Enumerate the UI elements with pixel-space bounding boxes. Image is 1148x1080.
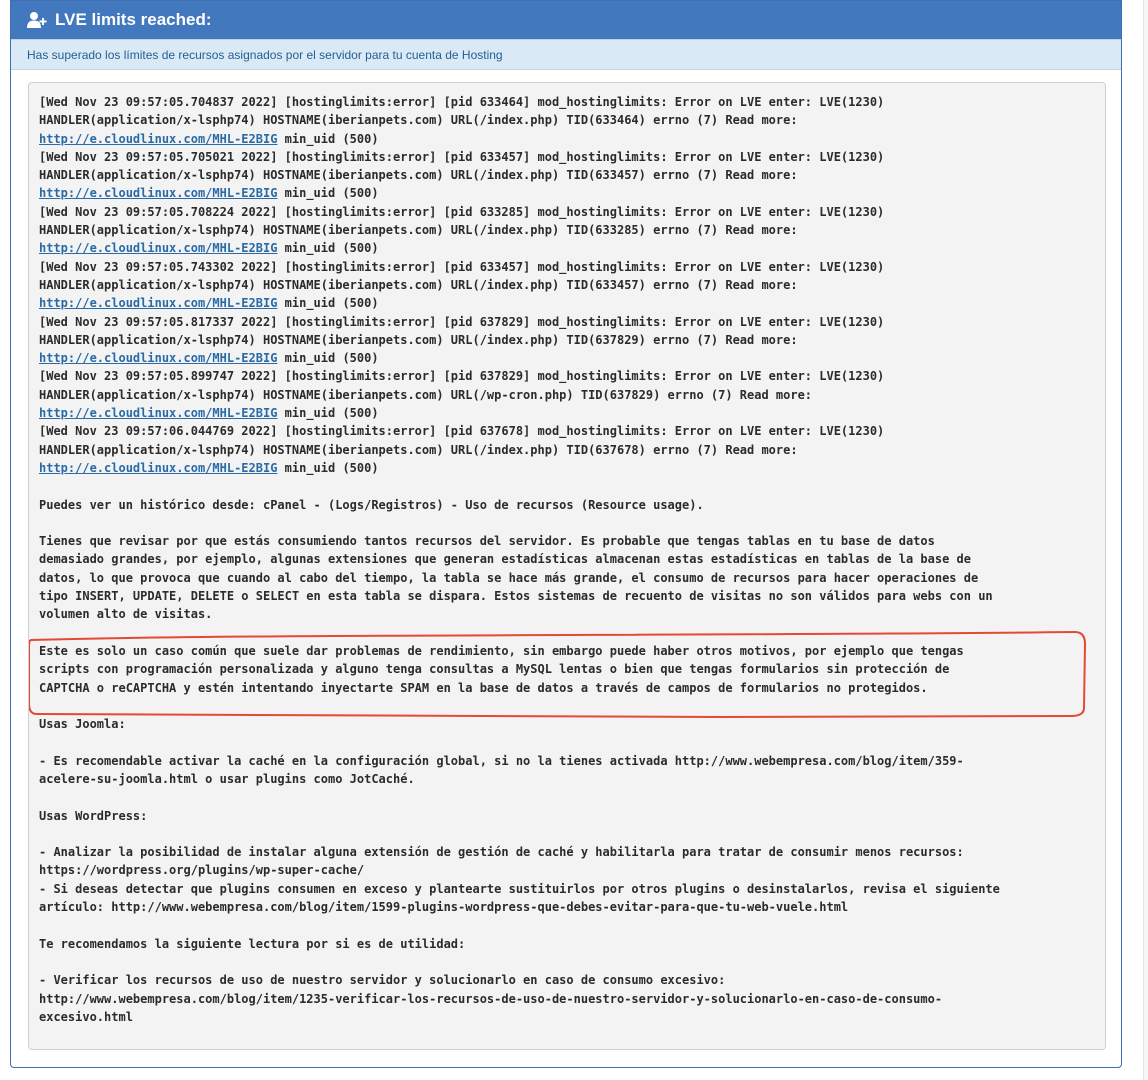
read-more-link[interactable]: http://e.cloudlinux.com/MHL-E2BIG <box>39 406 278 421</box>
common-case-text: Este es solo un caso común que suele dar problemas de rendimiento, sin embargo puede haber otros motivos, por ejemplo que tengas scripts con programación personalizada y alguno tenga consultas a MySQL lentas o bien que tengas formularios sin protección de CAPTCHA o reCAPTCHA y estén intentando inyectarte SPAM en la base de datos a través de campos de formularios no protegidos. <box>39 643 964 695</box>
joomla-heading: Usas Joomla: <box>39 717 126 732</box>
read-more-link[interactable]: http://e.cloudlinux.com/MHL-E2BIG <box>39 186 278 201</box>
log-entries <box>39 95 884 475</box>
panel-header <box>11 1 1121 39</box>
info-message <box>11 39 1121 70</box>
log-entry: [Wed Nov 23 09:57:05.899747 2022] [hostinglimits:error] [pid 637829] mod_hostinglimits: Error on LVE enter: LVE(1230) HANDLER(application/x-lsphp74) HOSTNAME(iberianpets.com) URL(/wp-cron.php) TID(637829) errno (7) Read more: http://e.cloudlinux.com/MHL-E2BIG min_uid (500) <box>39 369 885 421</box>
read-more-link[interactable]: http://e.cloudlinux.com/MHL-E2BIG <box>39 351 278 366</box>
log-entry: [Wed Nov 23 09:57:06.044769 2022] [hostinglimits:error] [pid 637678] mod_hostinglimits: Error on LVE enter: LVE(1230) HANDLER(application/x-lsphp74) HOSTNAME(iberianpets.com) URL(/index.php) TID(637678) errno (7) Read more: http://e.cloudlinux.com/MHL-E2BIG min_uid (500) <box>39 424 885 475</box>
reading-heading: Te recomendamos la siguiente lectura por si es de utilidad: <box>39 936 466 951</box>
wordpress-tip-plugins: - Si deseas detectar que plugins consumen en exceso y plantearte sustituirlos por otros plugins o desinstalarlos, revisa el siguiente artículo: http://www.webempresa.com/blog/item/1599-plugins-wordpress-que-debes-evitar-para-que-tu-web-vuele.html <box>39 881 1000 915</box>
history-note: Puedes ver un histórico desde: cPanel - (Logs/Registros) - Uso de recursos (Resource usage). <box>39 497 704 512</box>
info-text: Has superado los límites de recursos asignados por el servidor para tu cuenta de Hosting <box>27 47 503 62</box>
reading-tip: - Verificar los recursos de uso de nuestro servidor y solucionarlo en caso de consumo excesivo: http://www.webempresa.com/blog/item/1235-verificar-los-recursos-de-uso-de-nuestro-servidor-y-solucionarlo-en-caso-de-consumo- excesivo.html <box>39 973 943 1024</box>
review-paragraph: Tienes que revisar por que estás consumiendo tantos recursos del servidor. Es probable que tengas tablas en tu base de datos demasiado grandes, por ejemplo, algunas extensiones que generan estadísticas almacenan estas estadísticas en tablas de la base de datos, lo que provoca que cuando al cabo del tiempo, la tabla se hace más grande, el consumo de recursos para hacer operaciones de tipo INSERT, UPDATE, DELETE o SELECT en esta tabla se dispara. Estos sistemas de recuento de visitas no son válidos para webs con un volumen alto de visitas. <box>39 534 993 622</box>
panel-title: LVE limits reached: <box>55 10 212 29</box>
wordpress-tip-cache: - Analizar la posibilidad de instalar alguna extensión de gestión de caché y habilitarla para tratar de consumir menos recursos: https://wordpress.org/plugins/wp-super-cache/ <box>39 845 964 878</box>
log-text <box>39 93 1095 1026</box>
log-output-box <box>28 82 1106 1050</box>
read-more-link[interactable]: http://e.cloudlinux.com/MHL-E2BIG <box>39 296 278 311</box>
highlighted-paragraph <box>39 642 1095 697</box>
read-more-link[interactable]: http://e.cloudlinux.com/MHL-E2BIG <box>39 460 278 475</box>
read-more-link[interactable]: http://e.cloudlinux.com/MHL-E2BIG <box>39 131 278 146</box>
lve-limits-panel <box>10 0 1122 1068</box>
log-entry: [Wed Nov 23 09:57:05.705021 2022] [hostinglimits:error] [pid 633457] mod_hostinglimits: Error on LVE enter: LVE(1230) HANDLER(application/x-lsphp74) HOSTNAME(iberianpets.com) URL(/index.php) TID(633457) errno (7) Read more: http://e.cloudlinux.com/MHL-E2BIG min_uid (500) <box>39 149 885 201</box>
read-more-link[interactable]: http://e.cloudlinux.com/MHL-E2BIG <box>39 241 278 256</box>
user-plus-icon <box>27 11 47 29</box>
log-entry: [Wed Nov 23 09:57:05.708224 2022] [hostinglimits:error] [pid 633285] mod_hostinglimits: Error on LVE enter: LVE(1230) HANDLER(application/x-lsphp74) HOSTNAME(iberianpets.com) URL(/index.php) TID(633285) errno (7) Read more: http://e.cloudlinux.com/MHL-E2BIG min_uid (500) <box>39 204 885 256</box>
log-entry: [Wed Nov 23 09:57:05.704837 2022] [hostinglimits:error] [pid 633464] mod_hostinglimits: Error on LVE enter: LVE(1230) HANDLER(application/x-lsphp74) HOSTNAME(iberianpets.com) URL(/index.php) TID(633464) errno (7) Read more: http://e.cloudlinux.com/MHL-E2BIG min_uid (500) <box>39 95 885 146</box>
log-entry: [Wed Nov 23 09:57:05.817337 2022] [hostinglimits:error] [pid 637829] mod_hostinglimits: Error on LVE enter: LVE(1230) HANDLER(application/x-lsphp74) HOSTNAME(iberianpets.com) URL(/index.php) TID(637829) errno (7) Read more: http://e.cloudlinux.com/MHL-E2BIG min_uid (500) <box>39 314 885 366</box>
joomla-tip: - Es recomendable activar la caché en la configuración global, si no la tienes activada http://www.webempresa.com/blog/item/359- acelere-su-joomla.html o usar plugins como JotCaché. <box>39 753 964 786</box>
log-entry: [Wed Nov 23 09:57:05.743302 2022] [hostinglimits:error] [pid 633457] mod_hostinglimits: Error on LVE enter: LVE(1230) HANDLER(application/x-lsphp74) HOSTNAME(iberianpets.com) URL(/index.php) TID(633457) errno (7) Read more: http://e.cloudlinux.com/MHL-E2BIG min_uid (500) <box>39 259 885 311</box>
page-scrollbar[interactable] <box>1143 0 1148 1080</box>
wordpress-heading: Usas WordPress: <box>39 808 148 823</box>
